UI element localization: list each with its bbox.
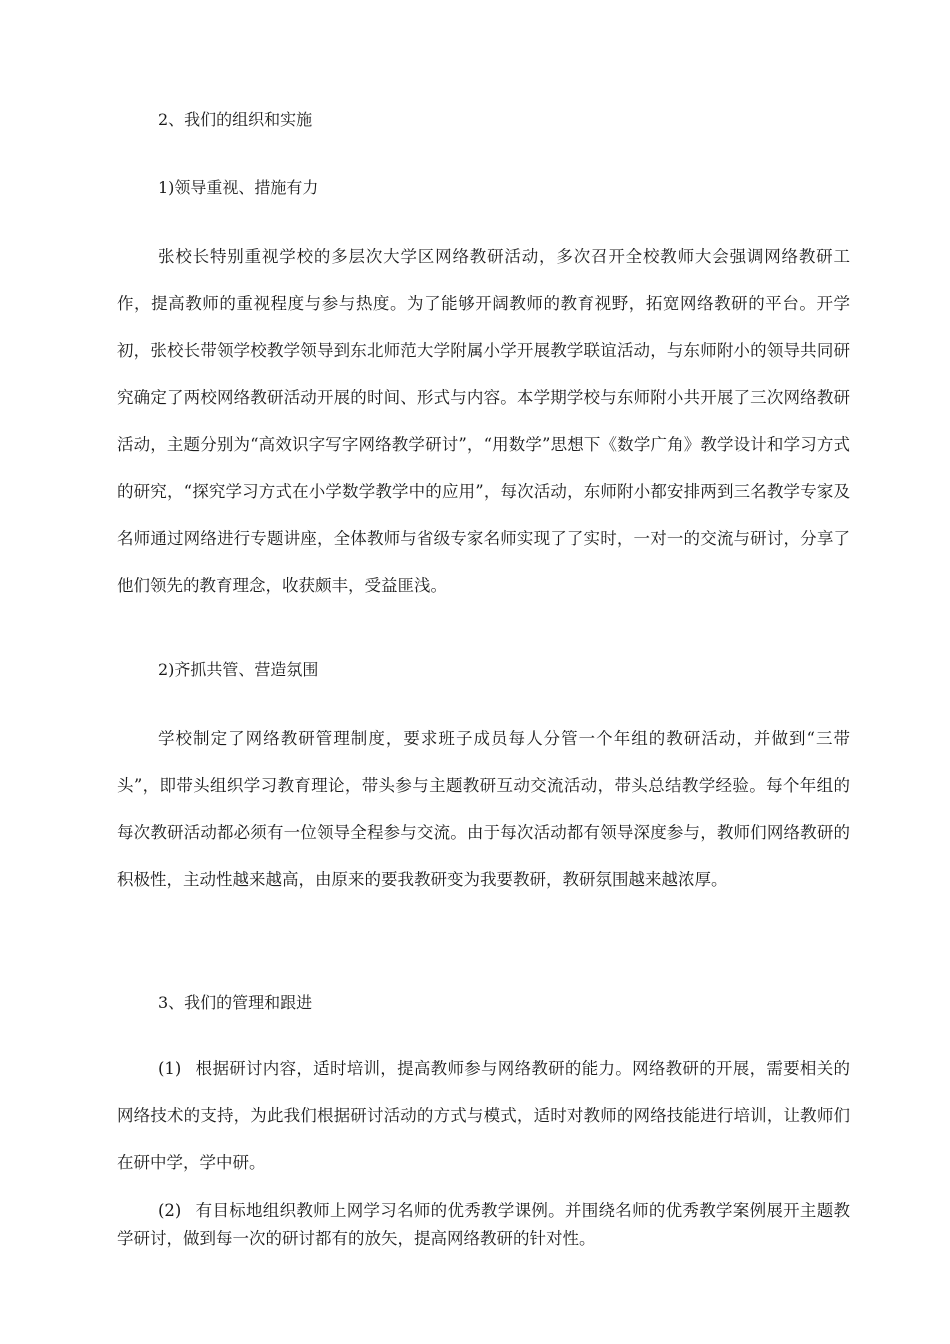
paragraph-leadership: 张校长特别重视学校的多层次大学区网络教研活动，多次召开全校教师大会强调网络教研工作，提高教师的重视程度与参与热度。为了能够开阔教师的教育视野，拓宽网络教研的平台。开学初，张校长带领学校教学领导到东北师范大学附属小学开展教学联谊活动，与东师附小的领导共同研究确定了两校网络教研活动开展的时间、形式与内容。本学期学校与东师附小共开展了三次网络教研活动，主题分别为“高效识字写字网络教学研讨”，“用数学”思想下《数学广角》教学设计和学习方式的研究，“探究学习方式在小学数学教学中的应用”，每次活动，东师附小都安排两到三名教学专家及名师通过网络进行专题讲座，全体教师与省级专家名师实现了了实时，一对一的交流与研讨，分享了他们领先的教育理念，收获颇丰，受益匪浅。 <box>117 247 850 595</box>
section-heading-organization: 2、我们的组织和实施 <box>158 110 313 129</box>
paragraph-training <box>117 1045 850 1186</box>
item-text: 有目标地组织教师上网学习名师的优秀教学课例。并围绕名师的优秀教学案例展开主题教学研讨，做到每一次的研讨都有的放矢，提高网络教研的针对性。 <box>117 1201 850 1248</box>
item-number: (2) <box>158 1201 182 1220</box>
subsection-heading-leadership: 1)领导重视、措施有力 <box>158 178 319 197</box>
subsection-heading-atmosphere: 2)齐抓共管、营造氛围 <box>158 660 319 679</box>
item-number: (1) <box>158 1059 182 1078</box>
paragraph-atmosphere: 学校制定了网络教研管理制度，要求班子成员每人分管一个年组的教研活动，并做到“三带头”，即带头组织学习教育理论，带头参与主题教研互动交流活动，带头总结教学经验。每个年组的每次教研活动都必须有一位领导全程参与交流。由于每次活动都有领导深度参与，教师们网络教研的积极性，主动性越来越高，由原来的要我教研变为我要教研，教研氛围越来越浓厚。 <box>117 729 850 889</box>
section-heading-management: 3、我们的管理和跟进 <box>158 993 313 1012</box>
item-text: 根据研讨内容，适时培训，提高教师参与网络教研的能力。网络教研的开展，需要相关的网络技术的支持，为此我们根据研讨活动的方式与模式，适时对教师的网络技能进行培训，让教师们在研中学，学中研。 <box>117 1059 850 1172</box>
paragraph-case-study <box>117 1197 850 1253</box>
